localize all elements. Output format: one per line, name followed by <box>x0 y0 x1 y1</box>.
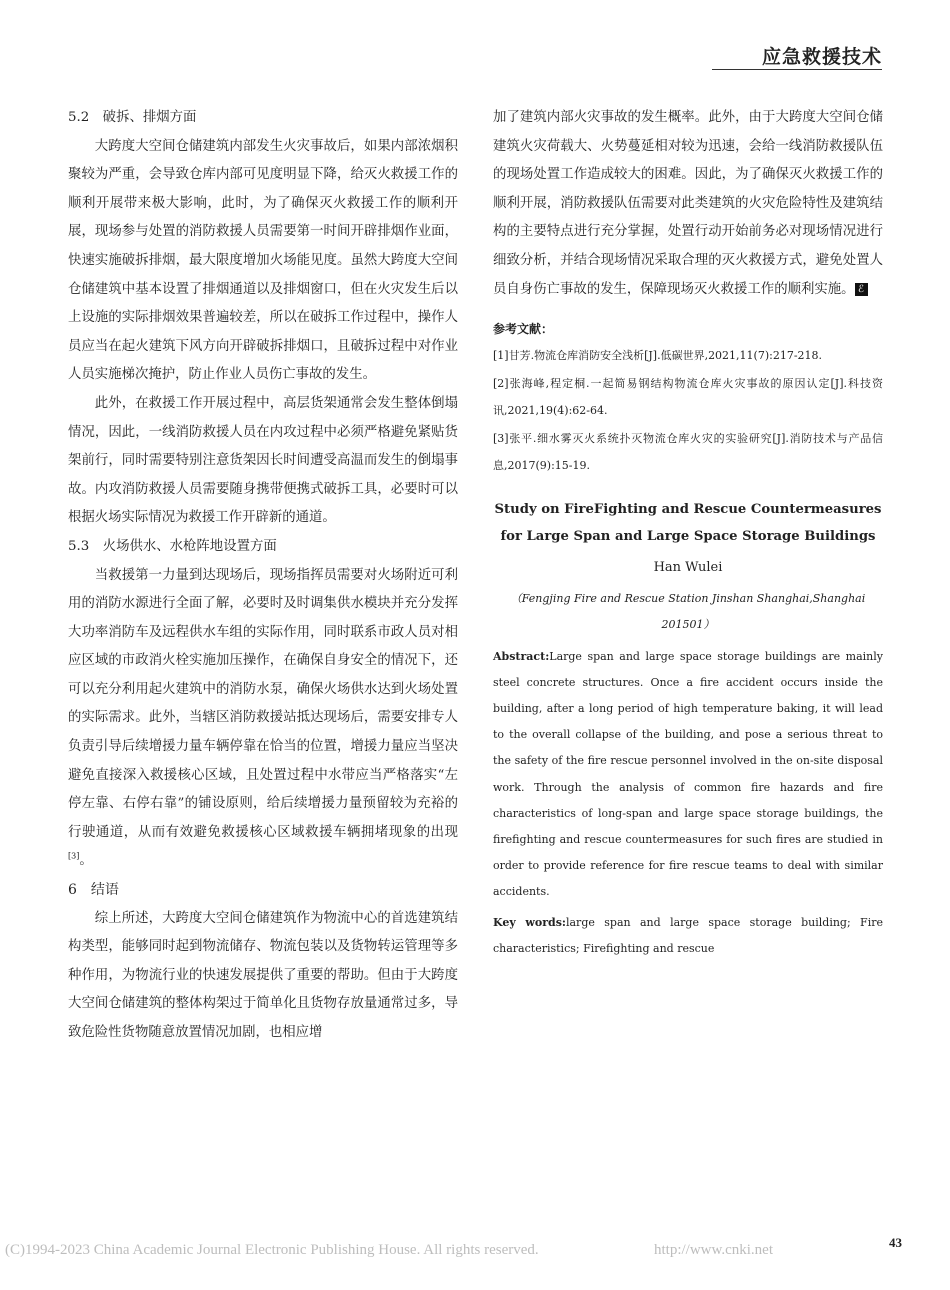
journal-header-title: 应急救援技术 <box>761 46 882 68</box>
section-5-2-paragraph-1: 大跨度大空间仓储建筑内部发生火灾事故后，如果内部浓烟积聚较为严重，会导致仓库内部可见度明显下降，给灭火救援工作的顺利开展带来极大影响，此时，为了确保灭火救援工作的顺利开展，现场参与处置的消防救援人员需要第一时间开辟排烟作业面，快速实施破拆排烟，最大限度增加火场能见度。虽然大跨度大空间仓储建筑中基本设置了排烟通道以及排烟窗口，但在火灾发生后以上设施的实际排烟效果普遍较差，所以在破拆工作过程中，操作人员应当在起火建筑下风方向开辟破拆排烟口，且破拆过程中对作业人员实施梯次掩护，防止作业人员伤亡事故的发生。 <box>68 138 458 383</box>
conclusion-continued-text: 加了建筑内部火灾事故的发生概率。此外，由于大跨度大空间仓储建筑火灾荷载大、火势蔓延相对较为迅速，会给一线消防救援队伍的现场处置工作造成较大的困难。因此，为了确保灭火救援工作的顺利开展，消防救援队伍需要对此类建筑的火灾危险特性及建筑结构的主要特点进行充分掌握，处置行动开始前务必对现场情况进行细致分析，并结合现场情况采取合理的灭火救援方式，避免处置人员自身伤亡事故的发生，保障现场灭火救援工作的顺利实施。 <box>493 110 883 297</box>
section-5-2-heading: 5.2 破拆、排烟方面 <box>68 110 197 125</box>
english-affiliation <box>493 586 883 638</box>
english-keywords <box>493 910 883 962</box>
section-5-2-paragraph-2: 此外，在救援工作开展过程中，高层货架通常会发生整体倒塌情况，因此，一线消防救援人员在内攻过程中必须严格避免紧贴货架前行，同时需要特别注意货架因长时间遭受高温而发生的倒塌事故。内攻消防救援人员需要随身携带便携式破拆工具，必要时可以根据火场实际情况为救援工作开辟新的通道。 <box>68 395 458 526</box>
section-5-3-paragraph <box>68 562 458 877</box>
reference-item: [1]甘芳.物流仓库消防安全浅析[J].低碳世界,2021,11(7):217-218. <box>493 349 823 363</box>
english-author: Han Wulei <box>653 559 723 575</box>
english-affiliation-line-1: （Fengjing Fire and Rescue Station Jinshan Shanghai,Shanghai <box>510 591 866 605</box>
page-number: 43 <box>889 1235 902 1250</box>
conclusion-continued-paragraph <box>493 104 883 304</box>
abstract-text: Large span and large space storage buildings are mainly steel concrete structures. Once a fire accident occurs inside the building, after a long period of high temperature baking, it will lead to the overall collapse of the building, and pose a serious threat to the safety of the fire rescue personnel involved in the on-site disposal work. Through the analysis of common fire hazards and fire characteristics of long-span and large space storage buildings, the firefighting and rescue countermeasures for such fires are studied in order to provide reference for fire rescue teams to deal with similar accidents. <box>493 649 883 899</box>
reference-item: [2]张海峰,程定桐.一起简易钢结构物流仓库火灾事故的原因认定[J].科技资讯,2021,19(4):62-64. <box>493 376 883 418</box>
left-column <box>68 104 458 1048</box>
english-title-line-1: Study on FireFighting and Rescue Countermeasures <box>494 501 882 517</box>
english-abstract <box>493 644 883 906</box>
section-5-3-text: 当救援第一力量到达现场后，现场指挥员需要对火场附近可利用的消防水源进行全面了解，必要时及时调集供水模块并充分发挥大功率消防车及远程供水车组的实际作用，同时联系市政人员对相应区域的市政消火栓实施加压操作，在确保自身安全的情况下，还可以充分利用起火建筑中的消防水泵，确保火场供水达到火场处置的实际需求。此外，当辖区消防救援站抵达现场后，需要安排专人负责引导后续增援力量车辆停靠在恰当的位置，增援力量应当坚决避免直接深入救援核心区域，且处置过程中水带应当严格落实“左停左靠、右停右靠”的铺设原则，给后续增援力量预留较为充裕的行驶通道，从而有效避免救援核心区域救援车辆拥堵现象的出现 <box>68 567 458 840</box>
keywords-text: large span and large space storage building; Fire characteristics; Firefighting and rescue <box>493 915 883 955</box>
english-title <box>493 496 883 550</box>
section-6-paragraph: 综上所述，大跨度大空间仓储建筑作为物流中心的首选建筑结构类型，能够同时起到物流储存、物流包装以及货物转运管理等多种作用，为物流行业的快速发展提供了重要的帮助。但由于大跨度大空间仓储建筑的整体构架过于简单化且货物存放量通常过多，导致危险性货物随意放置情况加剧，也相应增 <box>68 910 458 1040</box>
keywords-label: Key words: <box>493 915 566 929</box>
abstract-label: Abstract: <box>493 649 550 663</box>
cnki-url: http://www.cnki.net <box>654 1242 774 1258</box>
article-end-icon: ℰ <box>855 283 868 296</box>
section-5-3-end: 。 <box>79 853 93 869</box>
copyright-notice: (C)1994-2023 China Academic Journal Electronic Publishing House. All rights reserved. <box>5 1242 539 1258</box>
section-5-3-heading: 5.3 火场供水、水枪阵地设置方面 <box>68 538 277 554</box>
right-column <box>493 104 883 962</box>
header-rule <box>712 69 882 70</box>
references-heading: 参考文献： <box>493 322 554 337</box>
section-6-heading: 6 结语 <box>68 882 119 899</box>
english-title-line-2: for Large Span and Large Space Storage Buildings <box>500 528 876 544</box>
reference-item: [3]张平.细水雾灭火系统扑灭物流仓库火灾的实验研究[J].消防技术与产品信息,2017(9):15-19. <box>493 431 883 473</box>
english-affiliation-line-2: 201501） <box>661 617 715 631</box>
citation-3: [3] <box>68 851 80 861</box>
